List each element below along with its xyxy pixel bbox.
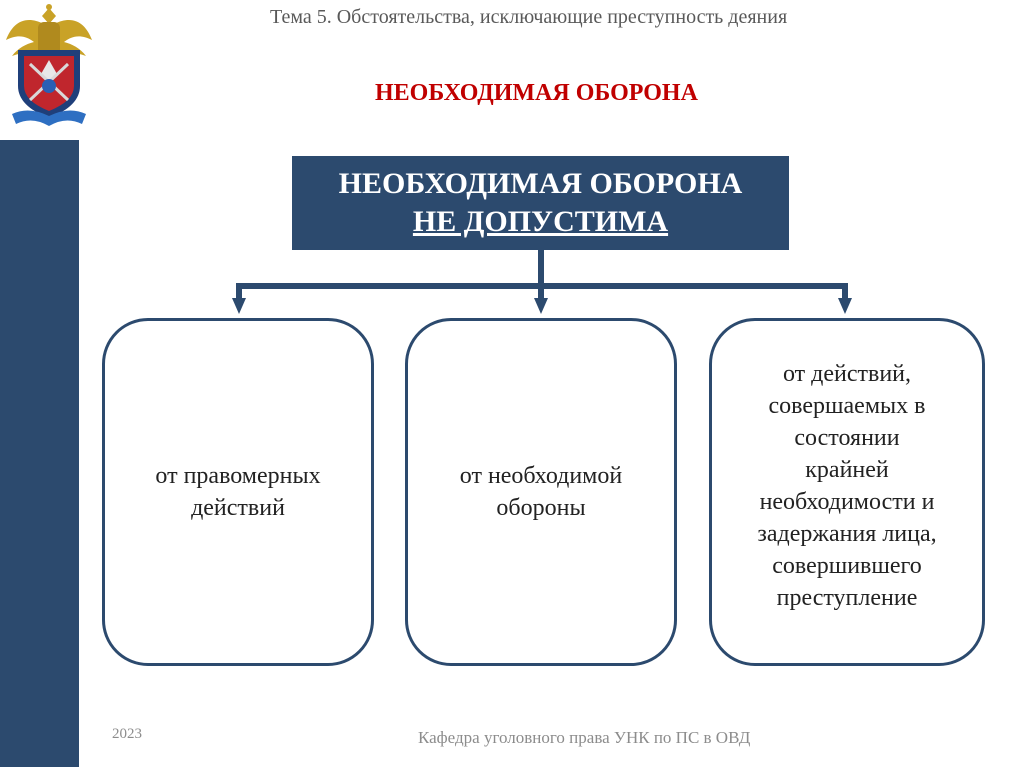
card-extreme-necessity [709, 318, 985, 666]
card-necessary-defense [405, 318, 677, 666]
page-heading: НЕОБХОДИМАЯ ОБОРОНА [375, 80, 698, 106]
footer-department: Кафедра уголовного права УНК по ПС в ОВД [418, 728, 751, 747]
card-text: от действий, совершаемых в состоянии крайней необходимости и задержания лица, совершившего преступление [757, 361, 937, 611]
main-box-line2: НЕ ДОПУСТИМА [412, 205, 669, 238]
main-box-line1: НЕОБХОДИМАЯ ОБОРОНА [338, 167, 743, 200]
card-lawful-actions [102, 318, 374, 666]
card-text: от необходимой обороны [459, 463, 623, 521]
topic-title: Тема 5. Обстоятельства, исключающие преступность деяния [270, 6, 788, 28]
card-text: от правомерных действий [155, 463, 321, 521]
footer-year: 2023 [112, 726, 142, 742]
